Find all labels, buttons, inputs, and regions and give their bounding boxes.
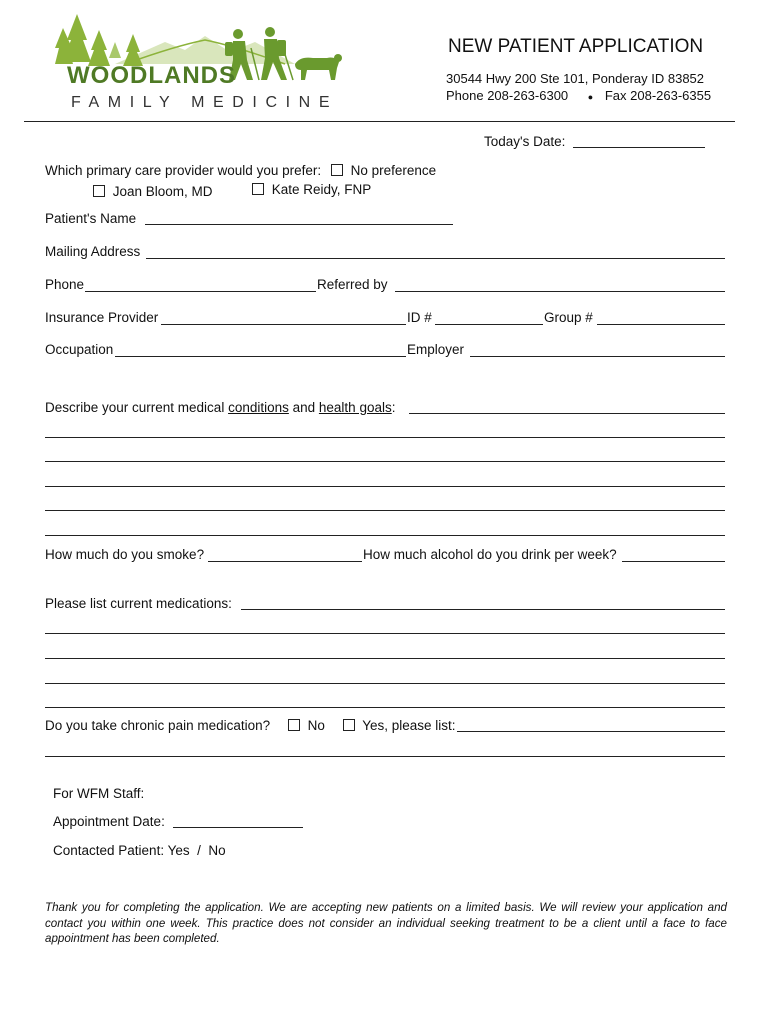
conditions-question — [45, 400, 395, 415]
pain-medication-question: Do you take chronic pain medication? — [45, 718, 271, 733]
medications-field-line-3[interactable] — [45, 658, 725, 659]
no-preference-label: No preference — [350, 163, 437, 178]
medications-field-line-5[interactable] — [45, 707, 725, 708]
insurance-provider-label: Insurance Provider — [45, 310, 159, 325]
referred-by-field[interactable] — [395, 291, 725, 292]
id-label: ID # — [407, 310, 432, 325]
conditions-field-line-1[interactable] — [409, 413, 725, 414]
medications-label: Please list current medications: — [45, 596, 232, 611]
health-goals-word: health goals — [318, 400, 392, 415]
patient-name-field[interactable] — [145, 224, 453, 225]
alcohol-label: How much alcohol do you drink per week? — [363, 547, 617, 562]
todays-date-row — [484, 134, 705, 149]
header-fax: Fax 208-263-6355 — [604, 88, 712, 103]
joan-bloom-label: Joan Bloom, MD — [112, 184, 213, 199]
header-phone: Phone 208-263-6300 — [446, 88, 569, 103]
kate-reidy-checkbox[interactable] — [252, 183, 264, 195]
conditions-word: conditions — [228, 400, 289, 415]
appointment-date-label: Appointment Date: — [53, 814, 165, 829]
pain-no-label: No — [307, 718, 325, 733]
joan-bloom-checkbox[interactable] — [93, 185, 105, 197]
pain-yes-label: Yes, please list: — [362, 718, 456, 733]
patient-name-label: Patient's Name — [45, 211, 137, 226]
pain-list-field-line-2[interactable] — [45, 756, 725, 757]
conditions-field-line-6[interactable] — [45, 535, 725, 536]
provider-option-joan — [93, 184, 213, 199]
footer-note: Thank you for completing the application. We are accepting new patients on a limited basis. We will review your application and contact you within one week. This practice does not consider an individual seeking treatment to be a client until a face to face appointment has been completed. — [45, 901, 727, 945]
appointment-date-field[interactable] — [173, 827, 303, 828]
conditions-field-line-4[interactable] — [45, 486, 725, 487]
group-label: Group # — [544, 310, 593, 325]
todays-date-label: Today's Date: — [484, 134, 566, 149]
occupation-field[interactable] — [115, 356, 406, 357]
logo-tagline: FAMILY MEDICINE — [71, 94, 339, 111]
provider-option-kate — [252, 182, 371, 197]
medications-field-line-2[interactable] — [45, 633, 725, 634]
occupation-label: Occupation — [45, 342, 114, 357]
conditions-field-line-2[interactable] — [45, 437, 725, 438]
employer-field[interactable] — [470, 356, 725, 357]
group-field[interactable] — [597, 324, 725, 325]
conditions-field-line-3[interactable] — [45, 461, 725, 462]
bullet-separator: ● — [587, 92, 594, 102]
kate-reidy-label: Kate Reidy, FNP — [271, 182, 372, 197]
pain-no-checkbox[interactable] — [288, 719, 300, 731]
contacted-patient: Contacted Patient: Yes / No — [53, 843, 226, 858]
medications-field-line-4[interactable] — [45, 683, 725, 684]
referred-by-label: Referred by — [317, 277, 388, 292]
conditions-suffix: : — [391, 400, 396, 415]
conditions-prefix: Describe your current medical — [45, 400, 229, 415]
phone-field[interactable] — [85, 291, 316, 292]
appointment-date-row — [53, 814, 303, 829]
todays-date-field[interactable] — [573, 147, 705, 148]
insurance-provider-field[interactable] — [161, 324, 406, 325]
provider-question-text: Which primary care provider would you prefer: — [45, 163, 322, 178]
phone-label: Phone — [45, 277, 85, 292]
conditions-and: and — [288, 400, 319, 415]
header-contact — [446, 88, 711, 103]
header-address: 30544 Hwy 200 Ste 101, Ponderay ID 83852 — [446, 71, 705, 86]
provider-question — [45, 163, 436, 178]
smoke-field[interactable] — [208, 561, 362, 562]
smoke-label: How much do you smoke? — [45, 547, 205, 562]
practice-logo — [55, 12, 345, 117]
staff-title: For WFM Staff: — [53, 786, 145, 801]
pain-yes-checkbox[interactable] — [343, 719, 355, 731]
mailing-address-label: Mailing Address — [45, 244, 141, 259]
conditions-field-line-5[interactable] — [45, 510, 725, 511]
no-preference-checkbox[interactable] — [331, 164, 343, 176]
employer-label: Employer — [407, 342, 465, 357]
header-divider — [24, 121, 735, 122]
logo-wordmark: WOODLANDS — [67, 62, 236, 89]
id-field[interactable] — [435, 324, 543, 325]
pain-medication-row — [45, 718, 456, 733]
alcohol-field[interactable] — [622, 561, 725, 562]
medications-field-line-1[interactable] — [241, 609, 725, 610]
page-title: NEW PATIENT APPLICATION — [448, 36, 704, 57]
mailing-address-field[interactable] — [146, 258, 725, 259]
pain-list-field-line-1[interactable] — [457, 731, 725, 732]
